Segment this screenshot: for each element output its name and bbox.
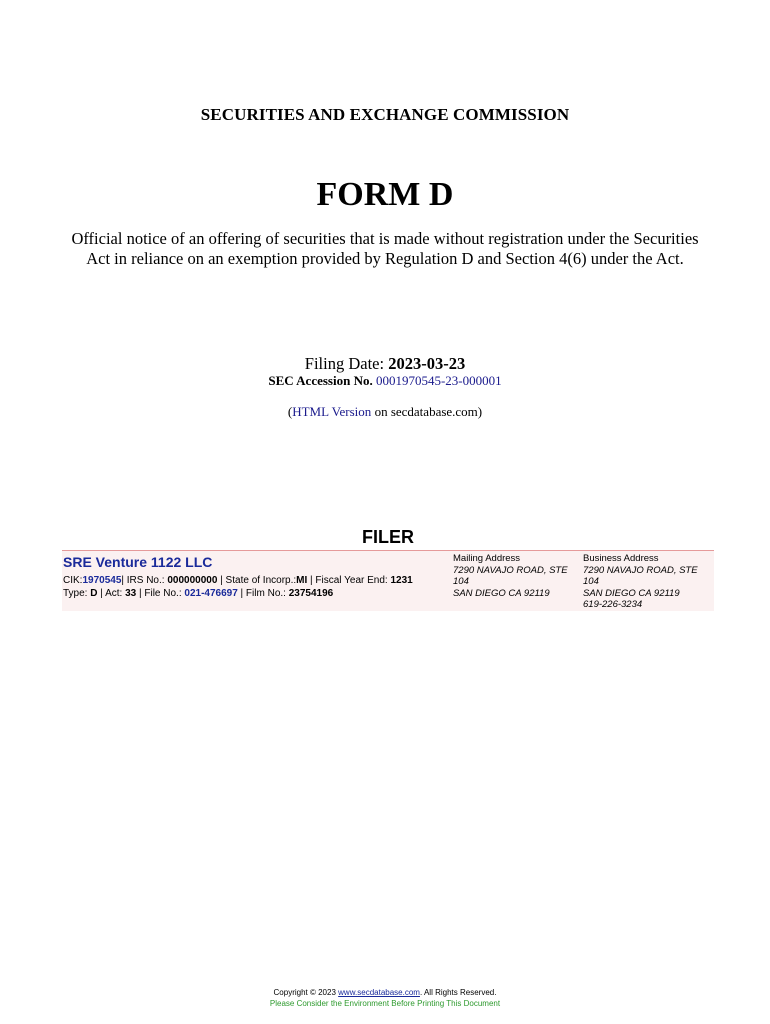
mailing-address-line-1: 7290 NAVAJO ROAD, STE bbox=[453, 564, 568, 576]
html-version-open: ( bbox=[287, 404, 293, 419]
filer-meta-line-2 bbox=[63, 588, 333, 599]
irs-label: | IRS No.: bbox=[121, 575, 168, 586]
accession-link[interactable]: 0001970545-23-000001 bbox=[375, 373, 502, 388]
company-name[interactable]: SRE Venture 1122 LLC bbox=[63, 554, 213, 570]
copyright-suffix: . All Rights Reserved. bbox=[419, 988, 497, 997]
html-version-suffix: on secdatabase.com) bbox=[371, 404, 483, 419]
footer bbox=[0, 988, 770, 1009]
filing-date bbox=[0, 354, 770, 374]
copyright-prefix: Copyright © 2023 bbox=[273, 988, 339, 997]
agency-title: SECURITIES AND EXCHANGE COMMISSION bbox=[200, 105, 570, 124]
environment-notice: Please Consider the Environment Before Printing This Document bbox=[269, 998, 501, 1008]
cik-link[interactable]: 1970545 bbox=[82, 575, 122, 586]
mailing-address-heading: Mailing Address bbox=[453, 553, 521, 564]
file-no-link[interactable]: 021-476697 bbox=[184, 588, 238, 599]
html-version-note bbox=[0, 404, 770, 420]
business-address-line-1: 7290 NAVAJO ROAD, STE bbox=[583, 564, 698, 576]
fiscal-year-value: 1231 bbox=[390, 575, 413, 586]
accession-label: SEC Accession No. bbox=[268, 373, 373, 388]
film-no-value: 23754196 bbox=[288, 588, 334, 599]
filing-date-label: Filing Date: bbox=[304, 354, 385, 373]
business-address-line-2: 104 bbox=[583, 576, 599, 587]
business-address-heading: Business Address bbox=[583, 553, 659, 564]
html-version-link[interactable]: HTML Version bbox=[292, 404, 372, 419]
accession-number bbox=[0, 373, 770, 389]
mailing-address bbox=[453, 553, 578, 599]
state-label: | State of Incorp.: bbox=[217, 575, 297, 586]
act-value: 33 bbox=[125, 588, 137, 599]
film-no-label: | Film No.: bbox=[237, 588, 289, 599]
filer-box bbox=[62, 551, 714, 611]
state-value: MI bbox=[296, 575, 308, 586]
form-title: FORM D bbox=[316, 176, 454, 213]
business-phone: 619-226-3234 bbox=[583, 599, 643, 610]
type-value: D bbox=[90, 588, 98, 599]
copyright-line bbox=[0, 988, 770, 999]
business-address bbox=[583, 553, 713, 611]
form-description: Official notice of an offering of securities that is made without registration under the Securities Act in reliance on an exemption provided by Regulation D and Section 4(6) under the Act. bbox=[71, 229, 699, 268]
mailing-address-line-2: 104 bbox=[453, 576, 469, 587]
cik-label: CIK: bbox=[63, 575, 83, 586]
irs-value: 000000000 bbox=[167, 575, 218, 586]
fiscal-year-label: | Fiscal Year End: bbox=[307, 575, 391, 586]
filer-section-title: FILER bbox=[62, 527, 714, 551]
act-label: | Act: bbox=[97, 588, 126, 599]
file-no-label: | File No.: bbox=[136, 588, 185, 599]
mailing-address-line-3: SAN DIEGO CA 92119 bbox=[453, 587, 550, 599]
filing-date-value: 2023-03-23 bbox=[388, 354, 466, 373]
type-label: Type: bbox=[63, 588, 91, 599]
secdatabase-link[interactable]: www.secdatabase.com bbox=[338, 988, 420, 997]
filer-meta-line-1 bbox=[63, 575, 413, 586]
business-address-line-3: SAN DIEGO CA 92119 bbox=[583, 587, 680, 599]
